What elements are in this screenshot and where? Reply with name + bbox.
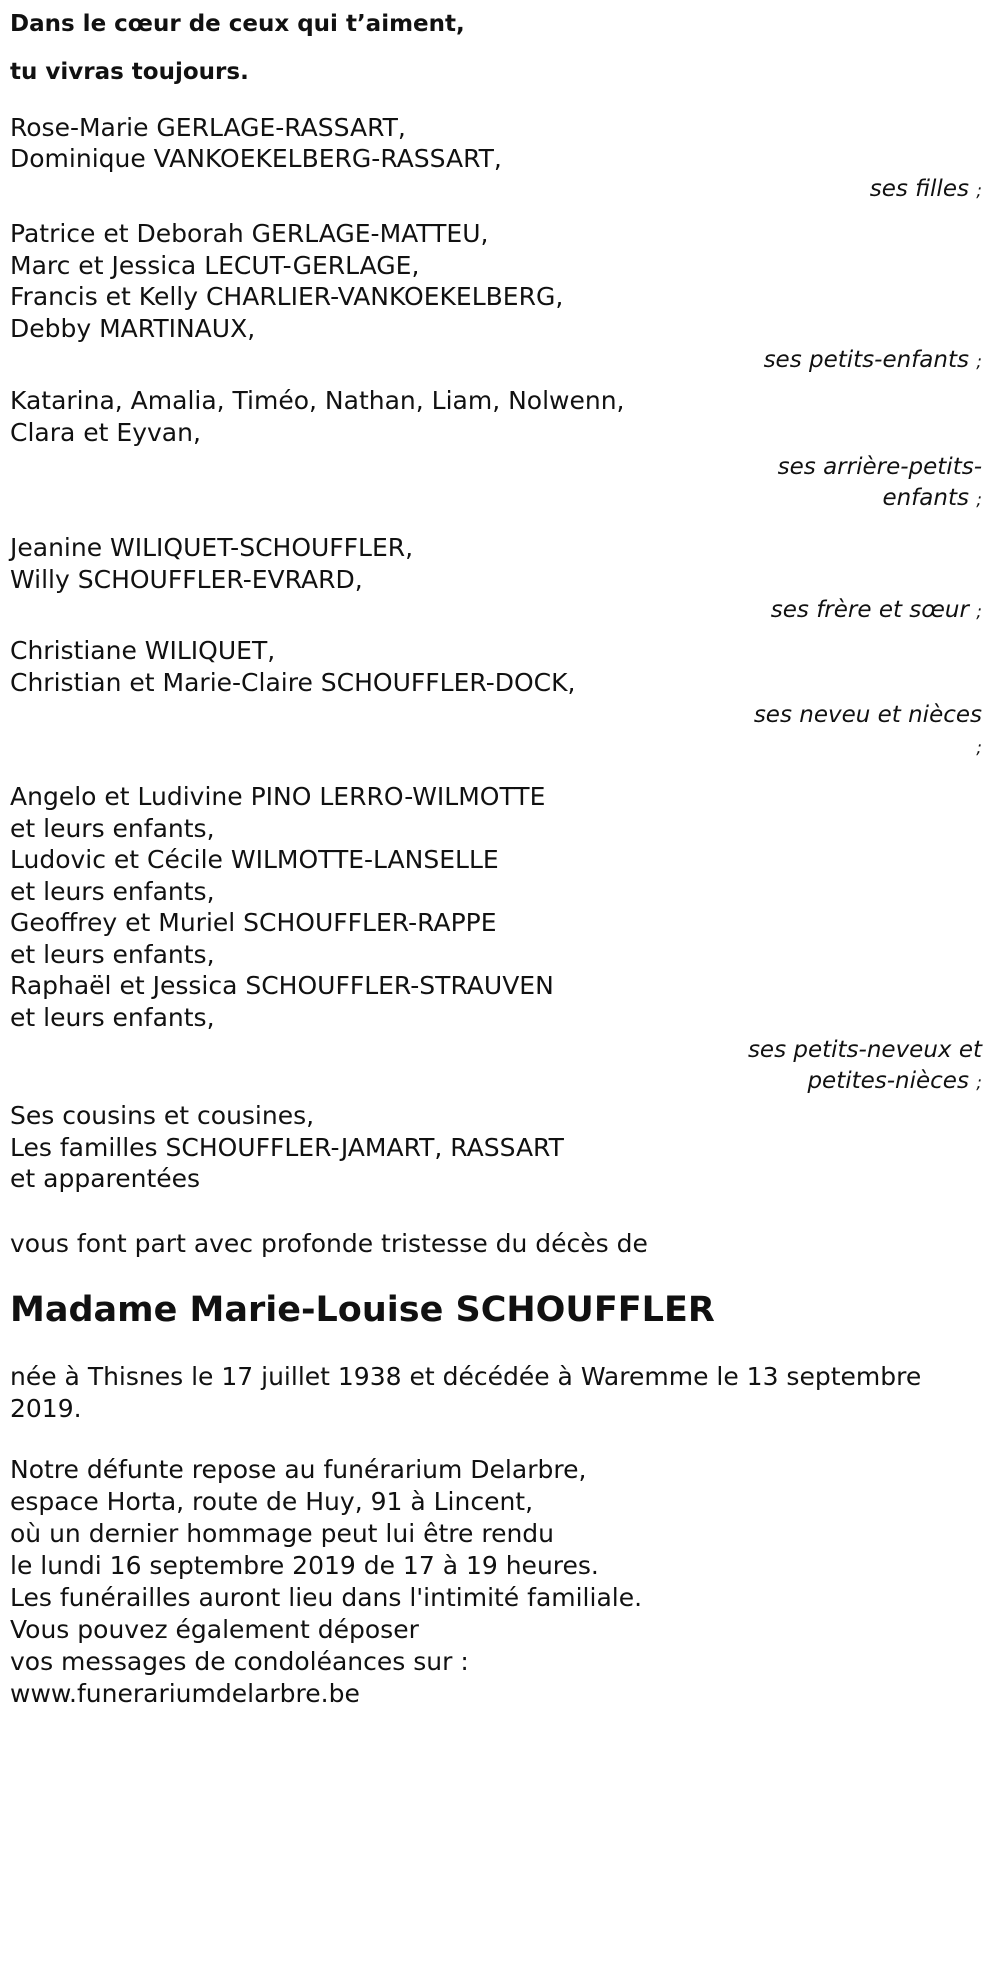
funeral-details [10,1454,985,1710]
epigraph [10,2,990,94]
details-line: le lundi 16 septembre 2019 de 17 à 19 heures. [10,1550,599,1580]
relation-label [10,595,982,627]
details-line: espace Horta, route de Huy, 91 à Lincent, [10,1486,534,1516]
relation-text: enfants [882,485,969,511]
relation-text: ses arrière-petits- [777,454,982,480]
family-group-grandchildren [10,218,990,379]
semicolon: ; [976,352,982,372]
semicolon: ; [976,181,982,201]
family-name-line: Dominique VANKOEKELBERG-RASSART, [10,144,502,173]
family-group-daughters [10,112,990,207]
family-name-line: et leurs enfants, [10,1002,215,1032]
details-line: Vous pouvez également déposer [10,1614,419,1644]
family-name-line: Willy SCHOUFFLER-EVRARD, [10,564,363,594]
family-group-great-grandchildren [10,385,990,516]
obituary-document [10,0,990,1710]
relation-text: ses frère et sœur [770,597,969,623]
relation-label [10,452,982,516]
family-name-line: Angelo et Ludivine PINO LERRO-WILMOTTE [10,782,546,811]
family-group-cousins [10,1100,990,1195]
birth-death-dates [10,1361,985,1425]
details-line: vos messages de condoléances sur : [10,1646,469,1676]
family-name-line: Katarina, Amalia, Timéo, Nathan, Liam, Nolwenn, [10,386,625,415]
family-name-line: Christian et Marie-Claire SCHOUFFLER-DOCK, [10,667,576,697]
family-name-line: et apparentées [10,1164,201,1193]
family-name-line: Geoffrey et Muriel SCHOUFFLER-RAPPE [10,908,497,937]
dates-line: née à Thisnes le 17 juillet 1938 et décédée à Waremme le 13 septembre [10,1361,922,1391]
relation-label [10,1035,982,1099]
family-name-line: et leurs enfants, [10,939,215,969]
relation-text: ses petits-neveux et [747,1037,982,1063]
family-name-line: Patrice et Deborah GERLAGE-MATTEU, [10,219,489,248]
relation-label [10,700,982,764]
deceased-name: Madame Marie-Louise SCHOUFFLER [10,1289,715,1330]
semicolon: ; [976,602,982,622]
semicolon: ; [976,738,982,758]
family-name-line: Clara et Eyvan, [10,417,201,447]
epigraph-line: Dans le cœur de ceux qui t’aiment, [10,11,465,37]
relation-text: ses petits-enfants [763,347,969,373]
relation-text: ses filles [869,176,969,202]
details-line: où un dernier hommage peut lui être rendu [10,1518,555,1548]
relation-label [10,174,982,207]
family-name-line: Raphaël et Jessica SCHOUFFLER-STRAUVEN [10,971,554,1000]
family-group-grandnephews [10,781,990,1099]
family-name-line: Jeanine WILIQUET-SCHOUFFLER, [10,533,414,562]
family-name-line: Debby MARTINAUX, [10,313,256,343]
family-name-line: Rose-Marie GERLAGE-RASSART, [10,113,406,142]
semicolon: ; [976,1073,982,1093]
family-name-line: et leurs enfants, [10,813,215,843]
details-line: Notre défunte repose au funérarium Delarbre, [10,1454,587,1484]
family-name-line: Ludovic et Cécile WILMOTTE-LANSELLE [10,845,499,874]
family-name-line: et leurs enfants, [10,876,215,906]
family-name-line: Christiane WILIQUET, [10,636,276,665]
family-group-nephews [10,635,990,764]
relation-text: petites-nièces [807,1068,969,1094]
epigraph-line: tu vivras toujours. [10,59,249,85]
relation-label [10,344,982,379]
relation-text: ses neveu et nièces [753,702,982,728]
family-name-line: Les familles SCHOUFFLER-JAMART, RASSART [10,1132,564,1162]
family-name-line: Marc et Jessica LECUT-GERLAGE, [10,250,420,280]
dates-line: 2019. [10,1393,82,1423]
semicolon: ; [976,490,982,510]
family-name-line: Francis et Kelly CHARLIER-VANKOEKELBERG, [10,282,564,311]
website-link[interactable]: www.funerariumdelarbre.be [10,1678,360,1708]
family-name-line: Ses cousins et cousines, [10,1101,315,1130]
details-line: Les funérailles auront lieu dans l'intimité familiale. [10,1582,643,1612]
announcement: vous font part avec profonde tristesse du décès de [10,1228,648,1258]
family-group-siblings [10,532,990,627]
